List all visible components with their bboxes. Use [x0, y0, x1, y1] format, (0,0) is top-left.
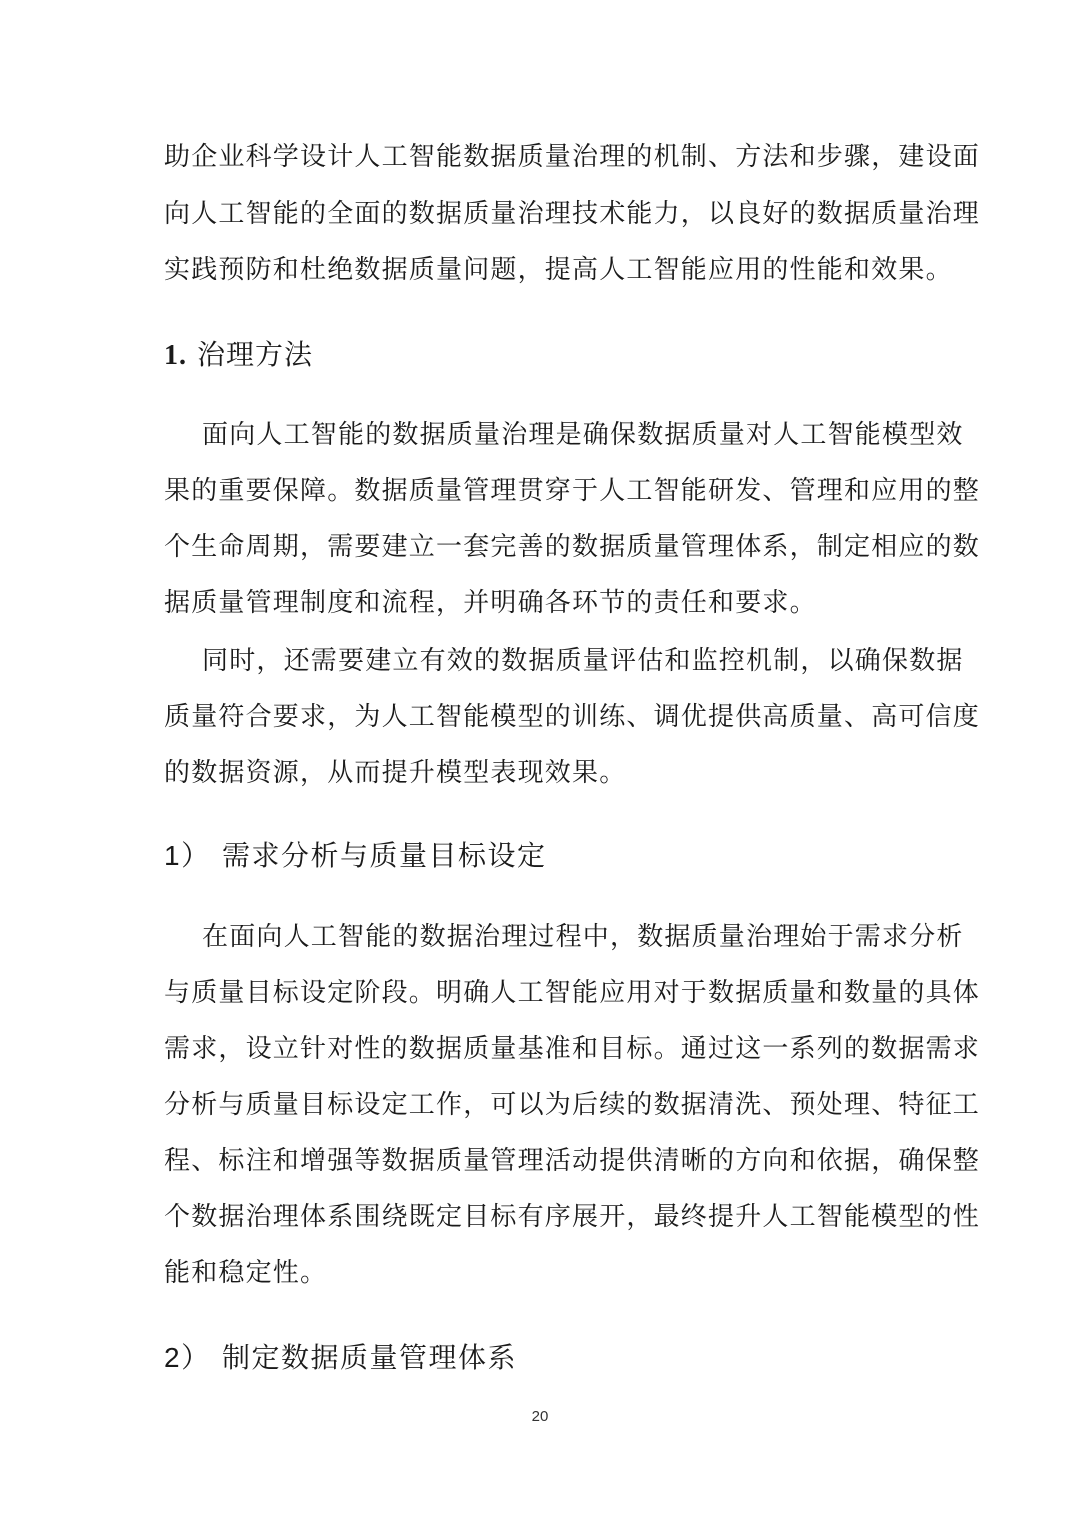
- subsection-title: 需求分析与质量目标设定: [222, 839, 547, 872]
- paragraph-line: 能和稳定性。: [164, 1258, 328, 1288]
- page-number: 20: [531, 1408, 549, 1425]
- paragraph-line: 据质量管理制度和流程，并明确各环节的责任和要求。: [164, 588, 817, 618]
- paragraph-line: 同时，还需要建立有效的数据质量评估和监控机制，以确保数据: [202, 646, 964, 676]
- subsection-number: 1）: [164, 840, 211, 871]
- paragraph-line: 在面向人工智能的数据治理过程中，数据质量治理始于需求分析: [202, 922, 964, 952]
- subsection-number: 2）: [164, 1342, 211, 1373]
- intro-line: 实践预防和杜绝数据质量问题，提高人工智能应用的性能和效果。: [164, 255, 953, 285]
- paragraph-line: 果的重要保障。数据质量管理贯穿于人工智能研发、管理和应用的整: [164, 476, 981, 506]
- paragraph-line: 个生命周期，需要建立一套完善的数据质量管理体系，制定相应的数: [164, 532, 981, 562]
- paragraph-line: 分析与质量目标设定工作，可以为后续的数据清洗、预处理、特征工: [164, 1090, 981, 1120]
- paragraph-line: 与质量目标设定阶段。明确人工智能应用对于数据质量和数量的具体: [164, 978, 981, 1008]
- paragraph-line: 个数据治理体系围绕既定目标有序展开，最终提升人工智能模型的性: [164, 1202, 981, 1232]
- subsection-heading: [164, 1340, 517, 1376]
- paragraph-line: 面向人工智能的数据质量治理是确保数据质量对人工智能模型效: [202, 420, 964, 450]
- section-heading: [164, 337, 313, 374]
- subsection-heading: [164, 838, 547, 874]
- paragraph-line: 的数据资源，从而提升模型表现效果。: [164, 758, 627, 788]
- intro-line: 助企业科学设计人工智能数据质量治理的机制、方法和步骤，建设面: [164, 142, 981, 172]
- section-number: 1.: [164, 340, 187, 371]
- paragraph-line: 程、标注和增强等数据质量管理活动提供清晰的方向和依据，确保整: [164, 1146, 981, 1176]
- paragraph-line: 质量符合要求，为人工智能模型的训练、调优提供高质量、高可信度: [164, 702, 981, 732]
- intro-line: 向人工智能的全面的数据质量治理技术能力，以良好的数据质量治理: [164, 199, 981, 229]
- section-title: 治理方法: [197, 338, 314, 371]
- paragraph-line: 需求，设立针对性的数据质量基准和目标。通过这一系列的数据需求: [164, 1034, 981, 1064]
- subsection-title: 制定数据质量管理体系: [222, 1341, 518, 1374]
